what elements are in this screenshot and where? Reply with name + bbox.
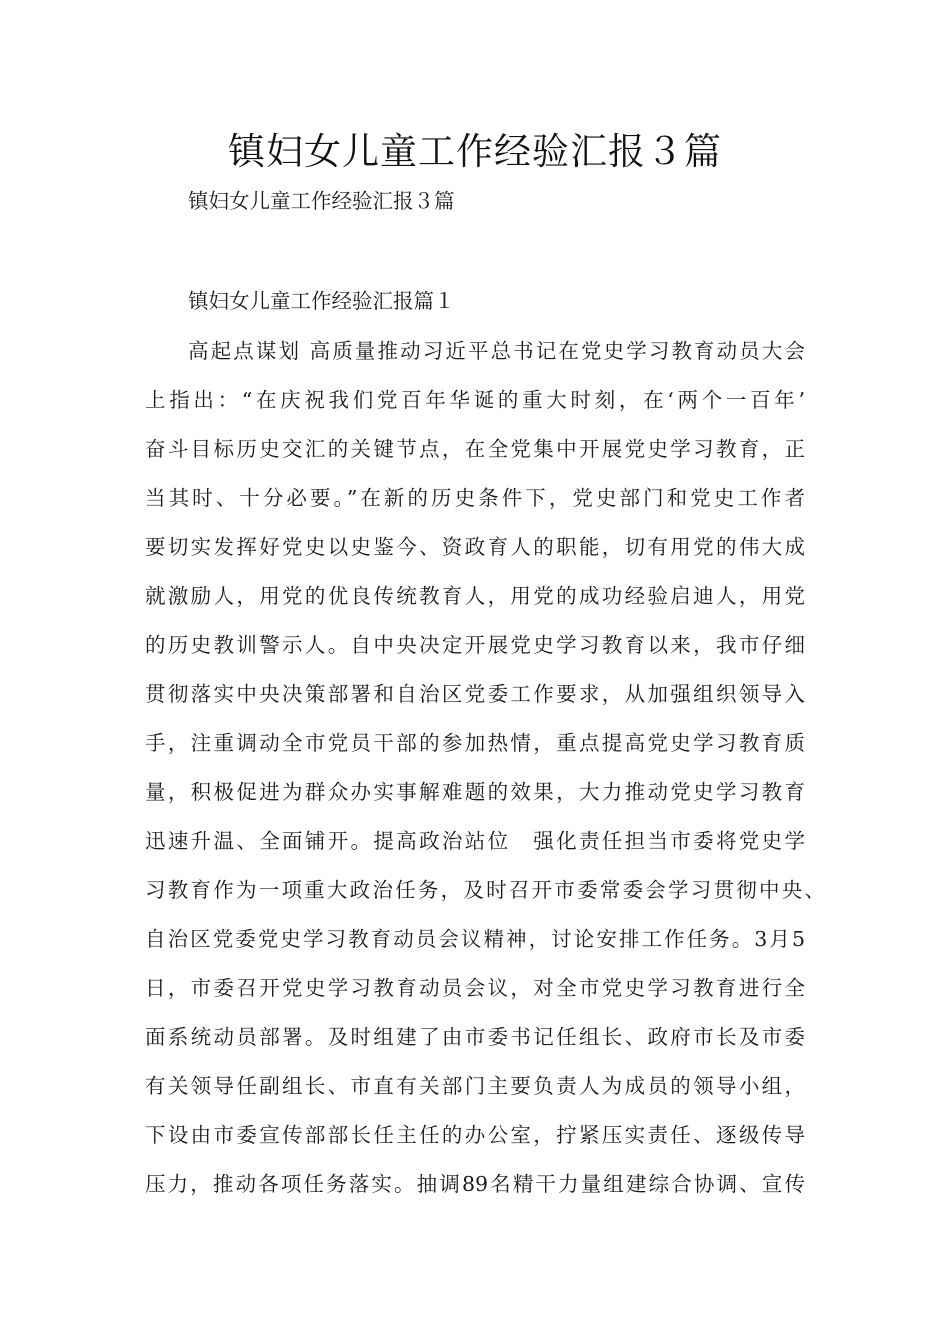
body-line: 量，积极促进为群众办实事解难题的效果，大力推动党史学习教育 (145, 780, 805, 804)
body-line: 迅速升温、全面铺开。提高政治站位 强化责任担当市委将党史学 (145, 829, 805, 853)
body-line: 上指出：“在庆祝我们党百年华诞的重大时刻，在‘两个一百年’ (145, 388, 805, 412)
body-line: 自治区党委党史学习教育动员会议精神，讨论安排工作任务。3月5 (145, 927, 805, 951)
body-line: 有关领导任副组长、市直有关部门主要负责人为成员的领导小组， (145, 1074, 805, 1098)
document-subtitle: 镇妇女儿童工作经验汇报３篇 (188, 189, 455, 213)
section-heading: 镇妇女儿童工作经验汇报篇１ (188, 289, 455, 313)
body-line: 手，注重调动全市党员干部的参加热情，重点提高党史学习教育质 (145, 731, 805, 755)
body-line: 压力，推动各项任务落实。抽调89名精干力量组建综合协调、宣传 (145, 1172, 805, 1196)
body-line: 日，市委召开党史学习教育动员会议，对全市党史学习教育进行全 (145, 976, 805, 1000)
body-line: 奋斗目标历史交汇的关键节点，在全党集中开展党史学习教育，正 (145, 437, 805, 461)
body-line: 要切实发挥好党史以史鉴今、资政育人的职能，切有用党的伟大成 (145, 535, 805, 559)
body-line: 面系统动员部署。及时组建了由市委书记任组长、政府市长及市委 (145, 1025, 805, 1049)
body-line: 就激励人，用党的优良传统教育人，用党的成功经验启迪人，用党 (145, 584, 805, 608)
body-line: 高起点谋划 高质量推动习近平总书记在党史学习教育动员大会 (188, 339, 805, 363)
body-line: 当其时、十分必要。”在新的历史条件下，党史部门和党史工作者 (145, 486, 805, 510)
body-line: 的历史教训警示人。自中央决定开展党史学习教育以来，我市仔细 (145, 633, 805, 657)
body-line: 贯彻落实中央决策部署和自治区党委工作要求，从加强组织领导入 (145, 682, 805, 706)
body-line: 习教育作为一项重大政治任务，及时召开市委常委会学习贯彻中央、 (145, 878, 825, 902)
document-title: 镇妇女儿童工作经验汇报３篇 (228, 130, 722, 173)
body-line: 下设由市委宣传部部长任主任的办公室，拧紧压实责任、逐级传导 (145, 1123, 805, 1147)
